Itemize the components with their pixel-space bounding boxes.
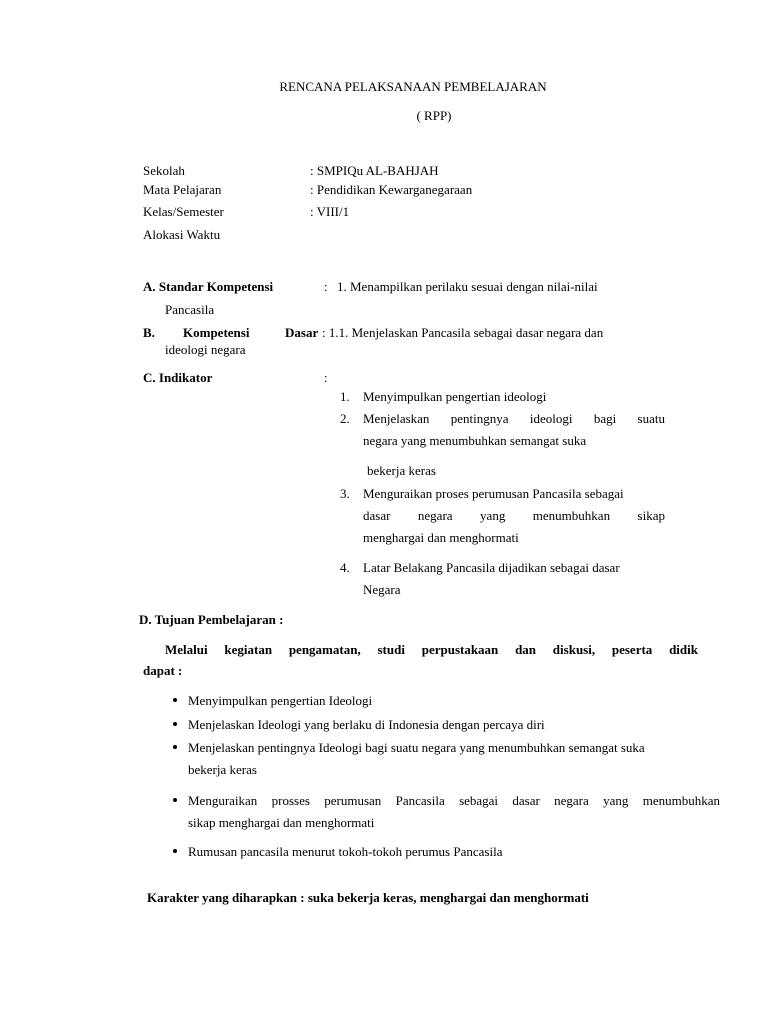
indicator-number: 1.: [340, 389, 350, 404]
bullet-icon: [173, 849, 177, 853]
objective-line: Menguraikan prosses perumusan Pancasila sebagai dasar negara yang menumbuhkan: [188, 793, 720, 808]
objective-line: sikap menghargai dan menghormati: [188, 815, 375, 830]
section-b-kompetensi: Kompetensi: [183, 325, 250, 340]
identity-value-kelas: : VIII/1: [310, 204, 350, 219]
karakter-statement: Karakter yang diharapkan : suka bekerja keras, menghargai dan menghormati: [147, 890, 589, 905]
indicator-line: dasar negara yang menumbuhkan sikap: [363, 508, 665, 523]
indicator-line: Menyimpulkan pengertian ideologi: [363, 389, 547, 404]
indicator-number: 2.: [340, 411, 350, 426]
identity-value-mapel: : Pendidikan Kewarganegaraan: [310, 182, 473, 197]
identity-value-sekolah: : SMPIQu AL-BAHJAH: [310, 163, 439, 178]
section-c-colon: :: [324, 370, 328, 385]
section-b-text-line1: : 1.1. Menjelaskan Pancasila sebagai dasar negara dan: [322, 325, 604, 340]
identity-label-alokasi: Alokasi Waktu: [143, 227, 221, 242]
indicator-line: bekerja keras: [367, 463, 436, 478]
bullet-icon: [173, 722, 177, 726]
section-a-heading: A. Standar Kompetensi: [143, 279, 274, 294]
document-subtitle: ( RPP): [416, 108, 452, 123]
bullet-icon: [173, 798, 177, 802]
document-title: RENCANA PELAKSANAAN PEMBELAJARAN: [279, 79, 547, 94]
indicator-line: Latar Belakang Pancasila dijadikan sebagai dasar: [363, 560, 620, 575]
identity-label-mapel: Mata Pelajaran: [143, 182, 222, 197]
section-d-intro-line2: dapat :: [143, 663, 183, 678]
indicator-line: negara yang menumbuhkan semangat suka: [363, 433, 587, 448]
objective-line: bekerja keras: [188, 762, 257, 777]
section-b-label: B.: [143, 325, 155, 340]
identity-label-kelas: Kelas/Semester: [143, 204, 224, 219]
section-c-heading: C. Indikator: [143, 370, 213, 385]
section-a-colon: :: [324, 279, 328, 294]
objective-line: Menyimpulkan pengertian Ideologi: [188, 693, 373, 708]
section-a-text-line2: Pancasila: [165, 302, 215, 317]
indicator-number: 4.: [340, 560, 350, 575]
section-b-text-line2: ideologi negara: [165, 342, 246, 357]
section-b-dasar: Dasar: [285, 325, 319, 340]
section-d-intro-line1: Melalui kegiatan pengamatan, studi perpustakaan dan diskusi, peserta didik: [165, 642, 698, 657]
bullet-icon: [173, 698, 177, 702]
objective-line: Menjelaskan Ideologi yang berlaku di Indonesia dengan percaya diri: [188, 717, 545, 732]
indicator-line: Negara: [363, 582, 401, 597]
section-a-text-line1: 1. Menampilkan perilaku sesuai dengan nilai-nilai: [337, 279, 598, 294]
section-d-heading: D. Tujuan Pembelajaran :: [139, 612, 284, 627]
identity-label-sekolah: Sekolah: [143, 163, 185, 178]
indicator-line: menghargai dan menghormati: [363, 530, 519, 545]
indicator-number: 3.: [340, 486, 350, 501]
objective-line: Rumusan pancasila menurut tokoh-tokoh perumus Pancasila: [188, 844, 503, 859]
indicator-line: Menguraikan proses perumusan Pancasila sebagai: [363, 486, 624, 501]
objective-line: Menjelaskan pentingnya Ideologi bagi suatu negara yang menumbuhkan semangat suka: [188, 740, 645, 755]
indicator-line: Menjelaskan pentingnya ideologi bagi suatu: [363, 411, 665, 426]
bullet-icon: [173, 745, 177, 749]
